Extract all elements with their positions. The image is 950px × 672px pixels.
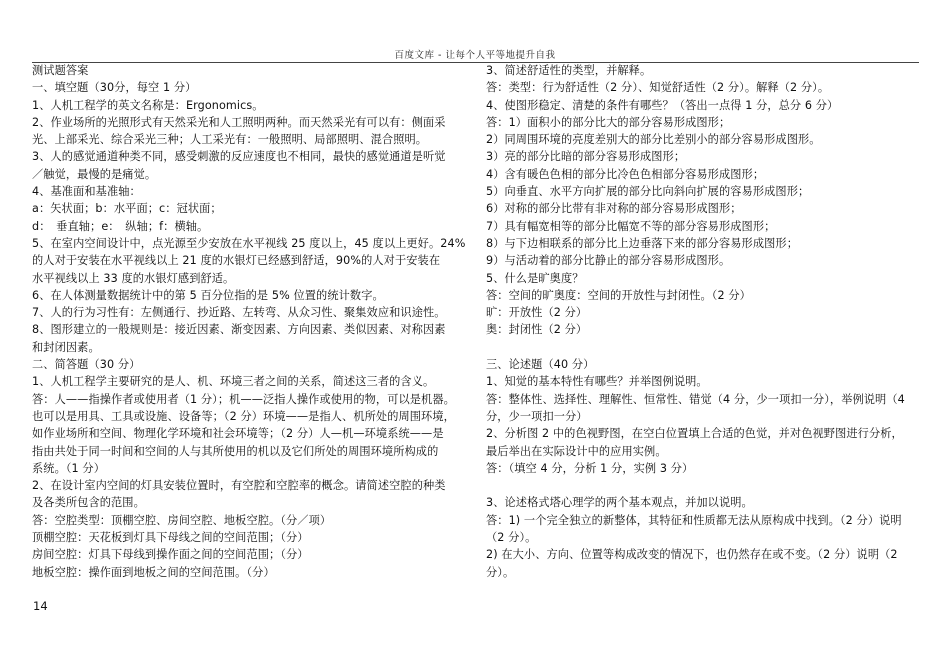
left-column-line: 的人对于安装在水平视线以上 21 度的水银灯已经感到舒适，90%的人对于安装在 (32, 254, 441, 268)
right-column-line: 4）含有暖色色相的部分比冷色色相部分容易形成图形； (486, 167, 765, 181)
right-column-line: 3、简述舒适性的类型，并解释。 (486, 64, 652, 77)
right-column-line: 答：整体性、选择性、理解性、恒常性、错觉（4 分，少一项扣一分），举例说明（4 (486, 392, 905, 406)
left-column-line: 3、人的感觉通道种类不同，感受刺激的反应速度也不相同，最快的感觉通道是听觉 (32, 150, 446, 164)
right-column-line: （2 分）。 (486, 531, 537, 545)
left-column-line: 测试题答案 (32, 64, 89, 77)
right-column-line: 旷：开放性（2 分） (486, 306, 588, 320)
left-column-line: 2、作业场所的光照形式有天然采光和人工照明两种。而天然采光有可以有：侧面采 (32, 115, 446, 129)
right-column-line: 1、知觉的基本特性有哪些？并举图例说明。 (486, 375, 708, 389)
right-column-line (486, 339, 922, 356)
left-column-line: 指由共处于同一时间和空间的人与其所使用的机以及它们所处的周围环境所构成的 (32, 444, 439, 458)
right-column-line: 5）向垂直、水平方向扩展的部分比向斜向扩展的容易形成图形； (486, 185, 810, 199)
left-column-line: 房间空腔：灯具下母线到操作面之间的空间范围；（分） (32, 548, 309, 562)
left-column-line: 二、简答题（30 分） (32, 358, 141, 372)
left-column-line: 系统。（1 分） (32, 461, 105, 475)
right-column-line: 6）对称的部分比带有非对称的部分容易形成图形； (486, 202, 742, 216)
left-column-line: ／触觉，最慢的是痛觉。 (32, 167, 157, 181)
left-column (32, 62, 470, 581)
right-column-line: 奥：封闭性（2 分） (486, 323, 588, 337)
left-column-line: 一、填空题（30分，每空 1 分） (32, 81, 197, 95)
right-column-line: 答：（填空 4 分，分析 1 分，实例 3 分） (486, 461, 694, 475)
left-column-line: 顶棚空腔：天花板到灯具下母线之间的空间范围；（分） (32, 531, 309, 545)
left-column-line: 4、基准面和基准轴： (32, 185, 141, 199)
right-column-line: 分，少一项扣一分） (486, 409, 588, 423)
left-column-line: a：矢状面；b：水平面；c：冠状面； (32, 202, 222, 216)
left-column-line: 答：人——指操作者或使用者（1 分）；机——泛指人操作或使用的物，可以是机器。 (32, 392, 455, 406)
right-column-line (486, 477, 922, 494)
right-column-line: 4、使图形稳定、清楚的条件有哪些？（答出一点得 1 分，总分 6 分） (486, 98, 839, 112)
right-column-line: 答：1) 一个完全独立的新整体，其特征和性质都无法从原构成中找到。（2 分）说明 (486, 513, 902, 527)
left-column-line: 也可以是用具、工具或设施、设备等；（2 分）环境——是指人、机所处的周围环境， (32, 409, 455, 423)
left-column-line: 水平视线以上 33 度的水银灯感到舒适。 (32, 271, 235, 285)
right-column-line: 5、什么是旷奥度？ (486, 271, 584, 285)
left-column-line: 和封闭因素。 (32, 340, 100, 354)
left-column-line: 6、在人体测量数据统计中的第 5 百分位指的是 5% 位置的统计数字。 (32, 288, 384, 302)
right-column-line: 8）与下边相联系的部分比上边垂落下来的部分容易形成图形； (486, 236, 798, 250)
right-column-line: 答：1）面积小的部分比大的部分容易形成图形； (486, 115, 731, 129)
right-column-line: 最后举出在实际设计中的应用实例。 (486, 444, 667, 458)
left-column-line: 7、人的行为习性有：左侧通行、抄近路、左转弯、从众习性、聚集效应和识途性。 (32, 306, 446, 320)
right-column-line: 分）。 (486, 565, 515, 579)
left-column-line: 8、图形建立的一般规则是：接近因素、渐变因素、方向因素、类似因素、对称因素 (32, 323, 446, 337)
left-column-line: 如作业场所和空间、物理化学环境和社会环境等；（2 分）人—机—环境系统——是 (32, 427, 444, 441)
right-column-line: 3）亮的部分比暗的部分容易形成图形； (486, 150, 686, 164)
right-column-line: 7）具有幅宽相等的部分比幅宽不等的部分容易形成图形； (486, 219, 776, 233)
left-column-line: 地板空腔：操作面到地板之间的空间范围。（分） (32, 565, 275, 579)
right-column-line: 2、分析图 2 中的色视野图，在空白位置填上合适的色觉，并对色视野图进行分析， (486, 427, 903, 441)
left-column-line: 1、人机工程学主要研究的是人、机、环境三者之间的关系，简述这三者的含义。 (32, 375, 435, 389)
right-column-line: 9）与活动着的部分比静止的部分容易形成图形。 (486, 254, 731, 268)
left-column-line: 5、在室内空间设计中，点光源至少安放在水平视线 25 度以上，45 度以上更好。24% (32, 236, 466, 250)
page-header: 百度文库 - 让每个人平等地提升自我 (394, 50, 556, 61)
right-column-line: 2) 在大小、方向、位置等构成改变的情况下，也仍然存在或不变。（2 分）说明（2 (486, 548, 898, 562)
right-column-line: 答：类型：行为舒适性（2 分）、知觉舒适性（2 分）。解释（2 分）。 (486, 81, 830, 95)
left-column-line: d： 垂直轴；e： 纵轴；f：横轴。 (32, 219, 209, 233)
page-number: 14 (33, 599, 48, 613)
right-column-line: 答：空间的旷奥度：空间的开放性与封闭性。（2 分） (486, 288, 751, 302)
left-column-line: 光、上部采光、综合采光三种；人工采光有：一般照明、局部照明、混合照明。 (32, 133, 428, 147)
right-column (486, 62, 922, 581)
left-column-line: 1、人机工程学的英文名称是：Ergonomics。 (32, 98, 264, 112)
right-column-line: 3、论述格式塔心理学的两个基本观点，并加以说明。 (486, 496, 753, 510)
left-column-line: 2、在设计室内空间的灯具安装位置时，有空腔和空腔率的概念。请简述空腔的种类 (32, 479, 446, 493)
left-column-line: 及各类所包含的范围。 (32, 496, 145, 510)
right-column-line: 三、论述题（40 分） (486, 358, 595, 372)
left-column-line: 答：空腔类型：顶棚空腔、房间空腔、地板空腔。（分／项） (32, 513, 332, 527)
right-column-line: 2）同周围环境的亮度差别大的部分比差别小的部分容易形成图形。 (486, 133, 821, 147)
